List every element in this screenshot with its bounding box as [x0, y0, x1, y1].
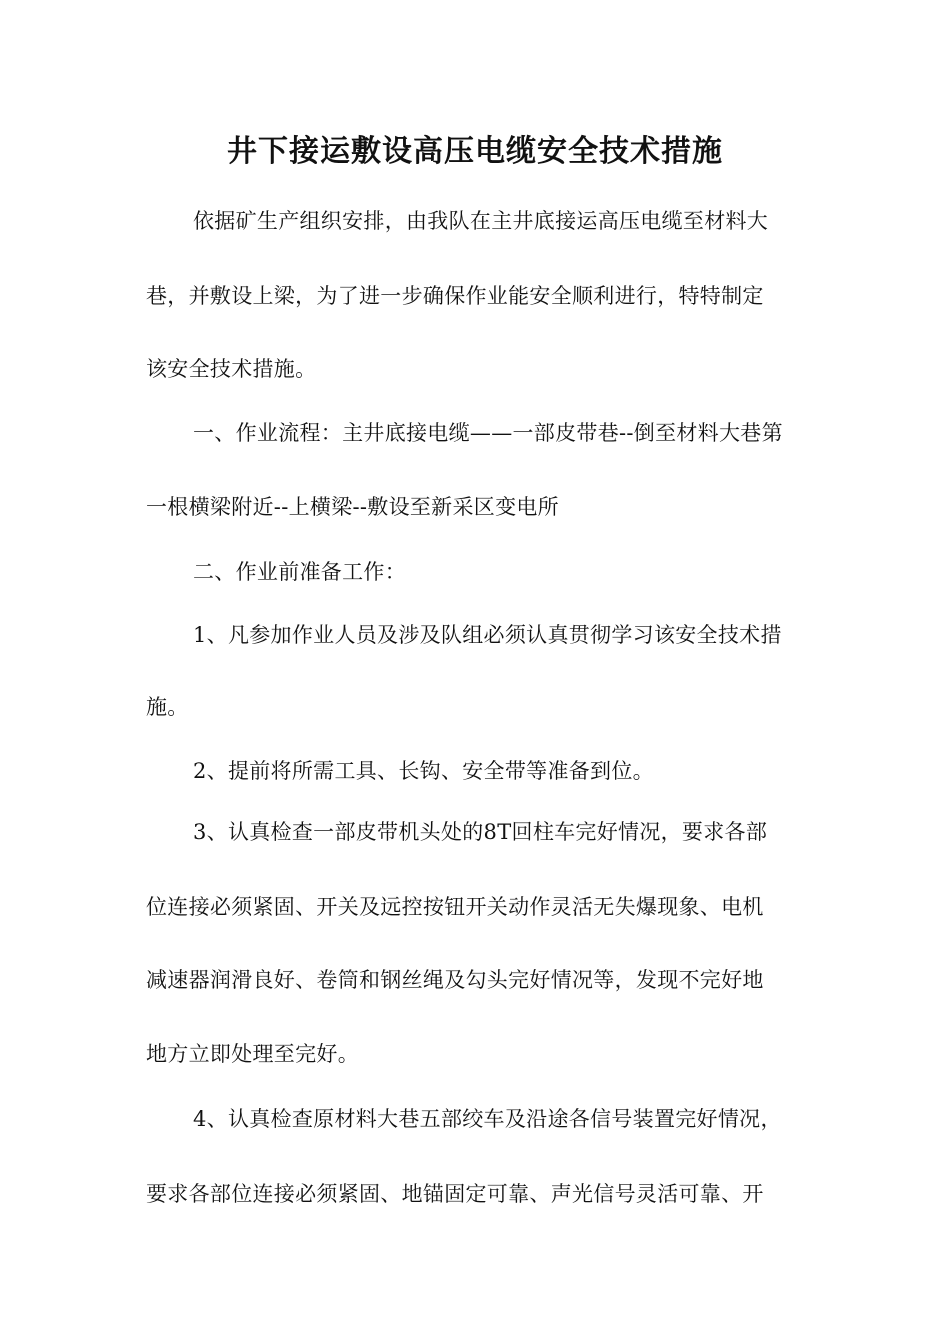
list-item-line: 位连接必须紧固、开关及远控按钮开关动作灵活无失爆现象、电机 [146, 895, 764, 919]
list-item-line: 4、认真检查原材料大巷五部绞车及沿途各信号装置完好情况， [193, 1107, 782, 1131]
paragraph-line: 依据矿生产组织安排，由我队在主井底接运高压电缆至材料大 [193, 209, 769, 233]
list-item-line: 地方立即处理至完好。 [146, 1042, 359, 1066]
paragraph-line: 巷，并敷设上梁，为了进一步确保作业能安全顺利进行，特特制定 [146, 284, 764, 308]
list-item-line: 施。 [146, 695, 189, 719]
document-title: 井下接运敷设高压电缆安全技术措施 [227, 134, 723, 169]
list-item-line: 要求各部位连接必须紧固、地锚固定可靠、声光信号灵活可靠、开 [146, 1182, 764, 1206]
list-item-line: 1、凡参加作业人员及涉及队组必须认真贯彻学习该安全技术措 [193, 623, 782, 647]
list-item-line: 3、认真检查一部皮带机头处的8T回柱车完好情况，要求各部 [193, 820, 768, 844]
paragraph-line: 一根横梁附近--上横梁--敷设至新采区变电所 [146, 495, 559, 519]
paragraph-line: 一、作业流程：主井底接电缆——一部皮带巷--倒至材料大巷第 [193, 421, 783, 445]
list-item-line: 减速器润滑良好、卷筒和钢丝绳及勾头完好情况等，发现不完好地 [146, 968, 764, 992]
paragraph-line: 该安全技术措施。 [146, 357, 317, 381]
list-item-line: 2、提前将所需工具、长钩、安全带等准备到位。 [193, 759, 654, 783]
section-heading: 二、作业前准备工作： [193, 560, 406, 584]
